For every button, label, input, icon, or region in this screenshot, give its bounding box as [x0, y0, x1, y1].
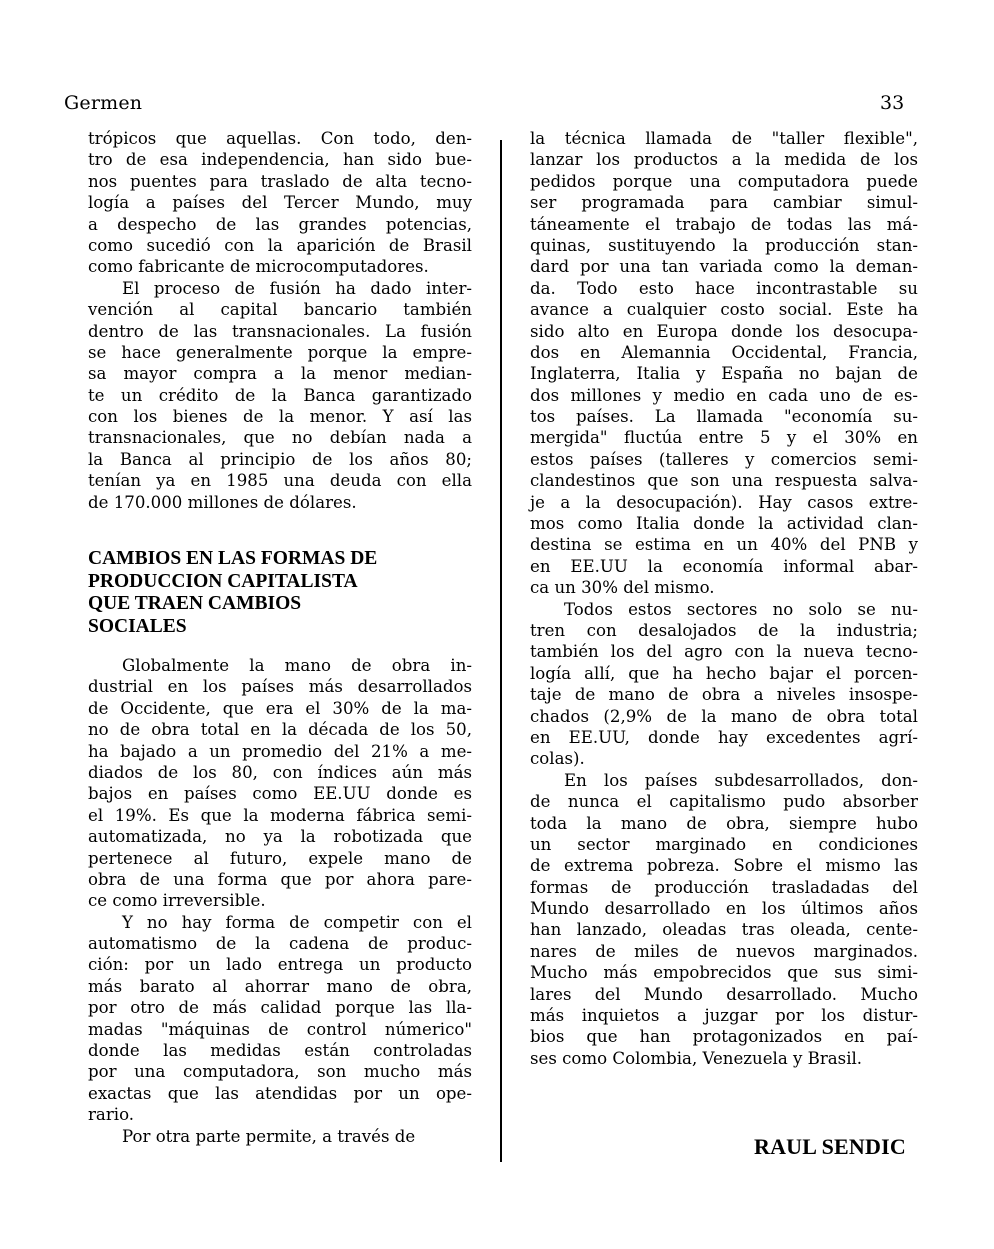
text-line: con los bienes de la menor. Y así las [88, 407, 472, 427]
text-line: a despecho de las grandes potencias, [88, 214, 472, 234]
text-line: exactas que las atendidas por un ope- [88, 1083, 472, 1103]
text-line: pertenece al futuro, expele mano de [88, 848, 472, 868]
text-line: toda la mano de obra, siempre hubo [530, 813, 918, 833]
text-line: Todos estos sectores no solo se nu- [564, 599, 918, 619]
text-line: te un crédito de la Banca garantizado [88, 385, 472, 405]
text-line: Y no hay forma de competir con el [122, 912, 472, 932]
text-line: logía a países del Tercer Mundo, muy [88, 193, 472, 213]
text-line: automatizada, no ya la robotizada que [88, 827, 472, 847]
text-line: Inglaterra, Italia y España no bajan de [530, 364, 918, 384]
text-line: no de obra total en la década de los 50, [88, 720, 472, 740]
page-number: 33 [880, 92, 905, 114]
text-line: diados de los 80, con índices aún más [88, 762, 472, 782]
right-column-text [530, 128, 918, 1069]
text-line: donde las medidas están controladas [88, 1041, 472, 1061]
section-heading-line: QUE TRAEN CAMBIOS [88, 593, 302, 614]
text-line: ca un 30% del mismo. [530, 578, 715, 598]
text-line: lares del Mundo desarrollado. Mucho [530, 984, 918, 1004]
text-line: por otro de más calidad porque las lla- [88, 998, 472, 1018]
text-line: vención al capital bancario también [88, 300, 472, 320]
text-line: de 170.000 millones de dólares. [88, 492, 357, 512]
text-line: sa mayor compra a la menor median- [88, 364, 472, 384]
text-line: Por otra parte permite, a través de [122, 1126, 416, 1146]
text-line: sido alto en Europa donde los desocupa- [530, 321, 918, 341]
text-line: por una computadora, son mucho más [88, 1062, 472, 1082]
author-signature: RAUL SENDIC [754, 1134, 906, 1159]
text-line: ce como irreversible. [88, 891, 266, 911]
text-line: trópicos que aquellas. Con todo, den- [88, 129, 472, 148]
text-line: ses como Colombia, Venezuela y Brasil. [530, 1048, 863, 1068]
text-line: más inquietos a juzgar por los distur- [530, 1006, 918, 1026]
text-line: colas). [530, 749, 585, 769]
text-line: dentro de las transnacionales. La fusión [88, 321, 472, 341]
text-line: rario. [88, 1105, 135, 1125]
text-line: estos países (talleres y comercios semi- [530, 449, 918, 469]
text-line: quinas, sustituyendo la producción stan- [530, 235, 918, 255]
text-line: clandestinos que son una respuesta salva- [530, 471, 918, 491]
text-line: lanzar los productos a la medida de los [530, 150, 918, 170]
text-line: pedidos porque una computadora puede [530, 171, 918, 191]
text-line: tenían ya en 1985 una deuda con ella [88, 471, 472, 491]
section-heading-line: PRODUCCION CAPITALISTA [88, 570, 358, 592]
text-line: tos países. La llamada "economía su- [530, 407, 918, 427]
column-divider [500, 140, 502, 1162]
text-line: avance a cualquier costo social. Este ha [530, 300, 918, 320]
text-line: je a la desocupación). Hay casos extre- [530, 492, 918, 512]
left-column-bottom-text [88, 655, 472, 1147]
text-line: de nunca el capitalismo pudo absorber [530, 792, 918, 812]
text-line: ción: por un lado entrega un producto [88, 955, 472, 975]
text-line: bios que han protagonizados en paí- [530, 1027, 918, 1047]
text-line: formas de producción trasladadas del [530, 877, 918, 897]
text-line: El proceso de fusión ha dado inter- [122, 278, 472, 298]
text-line: en EE.UU la economía informal abar- [530, 556, 918, 576]
text-line: Globalmente la mano de obra in- [122, 656, 472, 675]
text-line: logía allí, que ha hecho bajar el porcen- [530, 663, 918, 683]
text-line: en EE.UU, donde hay excedentes agrí- [530, 727, 918, 747]
text-line: se hace generalmente porque la empre- [88, 342, 472, 362]
text-line: de extrema pobreza. Sobre el mismo las [530, 856, 918, 876]
text-line: la técnica llamada de "taller flexible", [530, 129, 918, 148]
text-line: mos como Italia donde la actividad clan- [530, 514, 918, 534]
text-line: de Occidente, que era el 30% de la ma- [88, 698, 472, 718]
text-line: taje de mano de obra a niveles insospe- [530, 685, 918, 705]
text-line: ser programada para cambiar simul- [530, 193, 918, 213]
text-line: destina se estima en un 40% del PNB y [530, 535, 918, 555]
text-line: dos en Alemannia Occidental, Francia, [530, 342, 918, 362]
text-line: dustrial en los países más desarrollados [88, 677, 472, 697]
text-line: En los países subdesarrollados, don- [564, 770, 918, 790]
text-line: Mucho más empobrecidos que sus simi- [530, 963, 918, 983]
text-line: transnacionales, que no debían nada a [88, 428, 472, 448]
text-line: el 19%. Es que la moderna fábrica semi- [88, 805, 472, 825]
text-line: la Banca al principio de los años 80; [88, 449, 472, 469]
running-title: Germen [64, 92, 143, 114]
section-heading [88, 548, 377, 638]
text-line: chados (2,9% de la mano de obra total [530, 706, 918, 726]
text-line: dard por una tan variada como la deman- [530, 257, 918, 277]
text-line: han lanzado, oleadas tras oleada, cente- [530, 920, 918, 940]
text-line: como fabricante de microcomputadores. [88, 257, 429, 277]
text-line: obra de una forma que por ahora pare- [88, 869, 472, 889]
text-line: también los del agro con la nueva tecno- [530, 642, 918, 662]
text-line: mergida" fluctúa entre 5 y el 30% en [530, 428, 918, 448]
text-line: táneamente el trabajo de todas las má- [530, 214, 918, 234]
text-line: más barato al ahorrar mano de obra, [88, 976, 472, 996]
text-line: nos puentes para traslado de alta tecno- [88, 171, 472, 191]
text-line: un sector marginado en condiciones [530, 834, 918, 854]
text-line: nares de miles de nuevos marginados. [530, 941, 918, 961]
section-heading-line: SOCIALES [88, 615, 187, 637]
text-line: dos millones y medio en cada uno de es- [530, 385, 918, 405]
text-line: automatismo de la cadena de produc- [88, 934, 472, 954]
text-line: madas "máquinas de control númerico" [88, 1019, 472, 1039]
left-column-top-text [88, 128, 472, 513]
text-line: tro de esa independencia, han sido bue- [88, 150, 472, 170]
text-line: bajos en países como EE.UU donde es [88, 784, 472, 804]
text-line: como sucedió con la aparición de Brasil [88, 235, 472, 255]
text-line: Mundo desarrollado en los últimos años [530, 899, 918, 919]
text-line: ha bajado a un promedio del 21% a me- [88, 741, 472, 761]
text-line: da. Todo esto hace incontrastable su [530, 278, 918, 298]
text-line: tren con desalojados de la industria; [530, 620, 918, 640]
section-heading-line: CAMBIOS EN LAS FORMAS DE [88, 548, 378, 569]
